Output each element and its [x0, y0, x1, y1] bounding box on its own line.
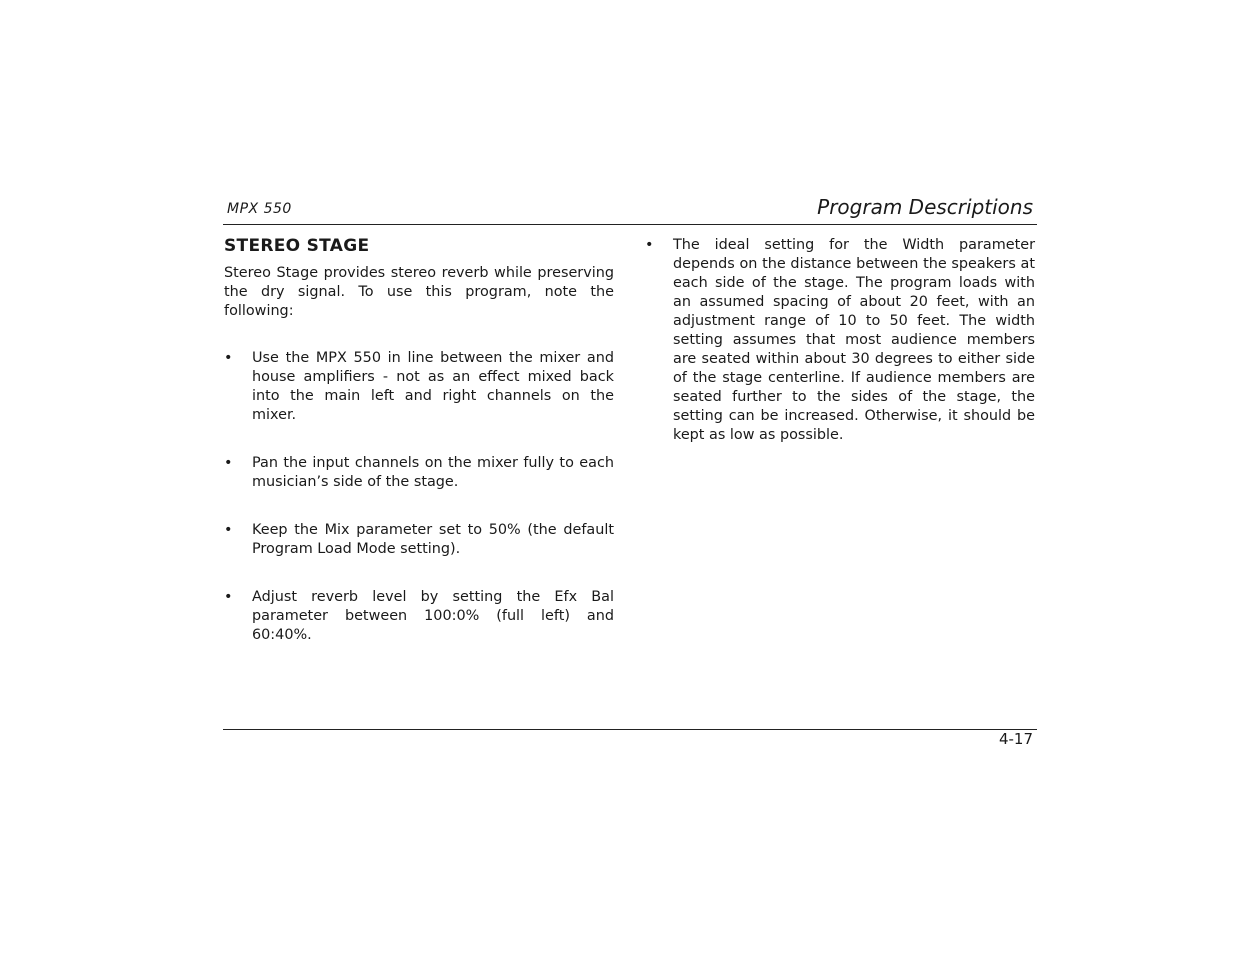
list-item [224, 521, 614, 559]
running-header-chapter: Program Descriptions [817, 195, 1033, 219]
bullet-icon: • [645, 237, 654, 253]
header-rule [223, 224, 1037, 225]
right-bullet-list [645, 236, 1035, 445]
list-item-text: Keep the Mix parameter set to 50% (the default Program Load Mode setting). [252, 522, 614, 557]
bullet-icon: • [224, 589, 233, 605]
left-column [224, 236, 614, 645]
page-number: 4-17 [998, 730, 1033, 748]
bullet-icon: • [224, 350, 233, 366]
right-column [645, 236, 1035, 445]
list-item-text: Pan the input channels on the mixer fully to each musician’s side of the stage. [252, 455, 614, 490]
list-item-text: Use the MPX 550 in line between the mixer and house amplifiers - not as an effect mixed back into the main left and right channels on the mixer. [252, 350, 614, 423]
list-item [224, 454, 614, 492]
list-item-text: The ideal setting for the Width parameter depends on the distance between the speakers at each side of the stage. The program loads with an assumed spacing of about 20 feet, with an adjustment range of 10 to 50 feet. The width setting assumes that most audience members are seated within about 30 degrees to either side of the stage centerline. If audience members are seated further to the sides of the stage, the setting can be increased. Otherwise, it should be kept as low as possible. [673, 237, 1035, 443]
list-item [224, 588, 614, 645]
footer-rule [223, 729, 1037, 730]
running-header-product: MPX 550 [227, 201, 292, 217]
list-item-text: Adjust reverb level by setting the Efx Bal parameter between 100:0% (full left) and 60:40%. [252, 589, 614, 643]
list-item [645, 236, 1035, 445]
section-title: STEREO STAGE [224, 236, 370, 256]
list-item [224, 349, 614, 425]
bullet-icon: • [224, 455, 233, 471]
section-intro: Stereo Stage provides stereo reverb while preserving the dry signal. To use this program, note the following: [224, 265, 614, 319]
bullet-icon: • [224, 522, 233, 538]
left-bullet-list [224, 349, 614, 645]
